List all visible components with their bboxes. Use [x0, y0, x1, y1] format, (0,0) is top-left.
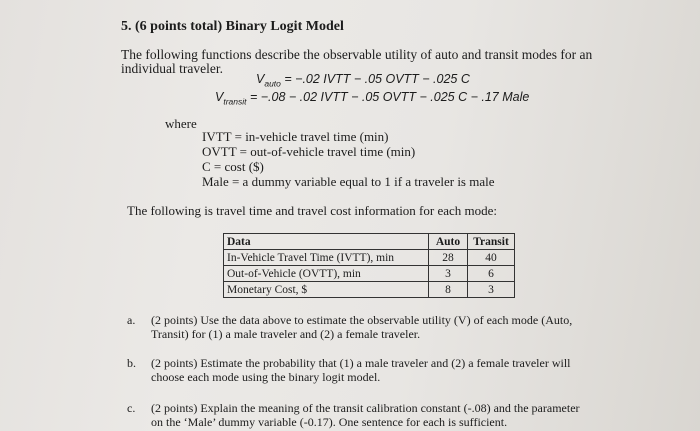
intro-line-1: The following functions describe the observable utility of auto and transit modes for an [121, 47, 593, 62]
problem-heading: 5. (6 points total) Binary Logit Model [121, 19, 344, 34]
definition-ivtt: IVTT = in-vehicle travel time (min) [202, 129, 389, 144]
auto-subscript: auto [264, 78, 281, 89]
question-b: b. (2 points) Estimate the probability that (1) a male traveler and (2) a female traveler will choose each mode using the binary logit model. [127, 356, 571, 384]
header-transit: Transit [468, 234, 515, 250]
question-label: c. [127, 401, 136, 415]
auto-utility-equation: $V_{auto} = -.02$ IVTT − .05 OVTT − .025 C [256, 72, 470, 89]
header-data: Data [224, 234, 429, 250]
intro-line-2: individual traveler. [121, 61, 223, 76]
where-label: where [165, 116, 197, 131]
table-header-row [224, 234, 515, 250]
question-label: b. [127, 356, 136, 370]
table-row: Monetary Cost, $ 8 3 [224, 282, 515, 298]
definition-cost: C = cost ($) [202, 159, 264, 174]
question-c: c. (2 points) Explain the meaning of the transit calibration constant (-.08) and the parameter on the ‘Male’ dummy variable (-0.17). One sentence for each is sufficient. [127, 401, 580, 429]
transit-utility-equation: $V_{transit} = -.08 - .02$ IVTT − .05 OVTT − .025 C − .17 Male [215, 90, 530, 107]
transit-subscript: transit [223, 96, 247, 107]
definition-ovtt: OVTT = out-of-vehicle travel time (min) [202, 144, 416, 159]
question-label: a. [127, 313, 136, 327]
table-row: Out-of-Vehicle (OVTT), min 3 6 [224, 266, 515, 282]
travel-data-table [223, 233, 515, 298]
table-intro: The following is travel time and travel cost information for each mode: [127, 203, 498, 218]
table-row: In-Vehicle Travel Time (IVTT), min 28 40 [224, 250, 515, 266]
header-auto: Auto [429, 234, 468, 250]
definition-male: Male = a dummy variable equal to 1 if a traveler is male [202, 174, 495, 189]
question-a: a. (2 points) Use the data above to estimate the observable utility (V) of each mode (Auto, Transit) for (1) a male traveler and (2) a female traveler. [127, 313, 573, 341]
variable-definitions [202, 129, 495, 189]
